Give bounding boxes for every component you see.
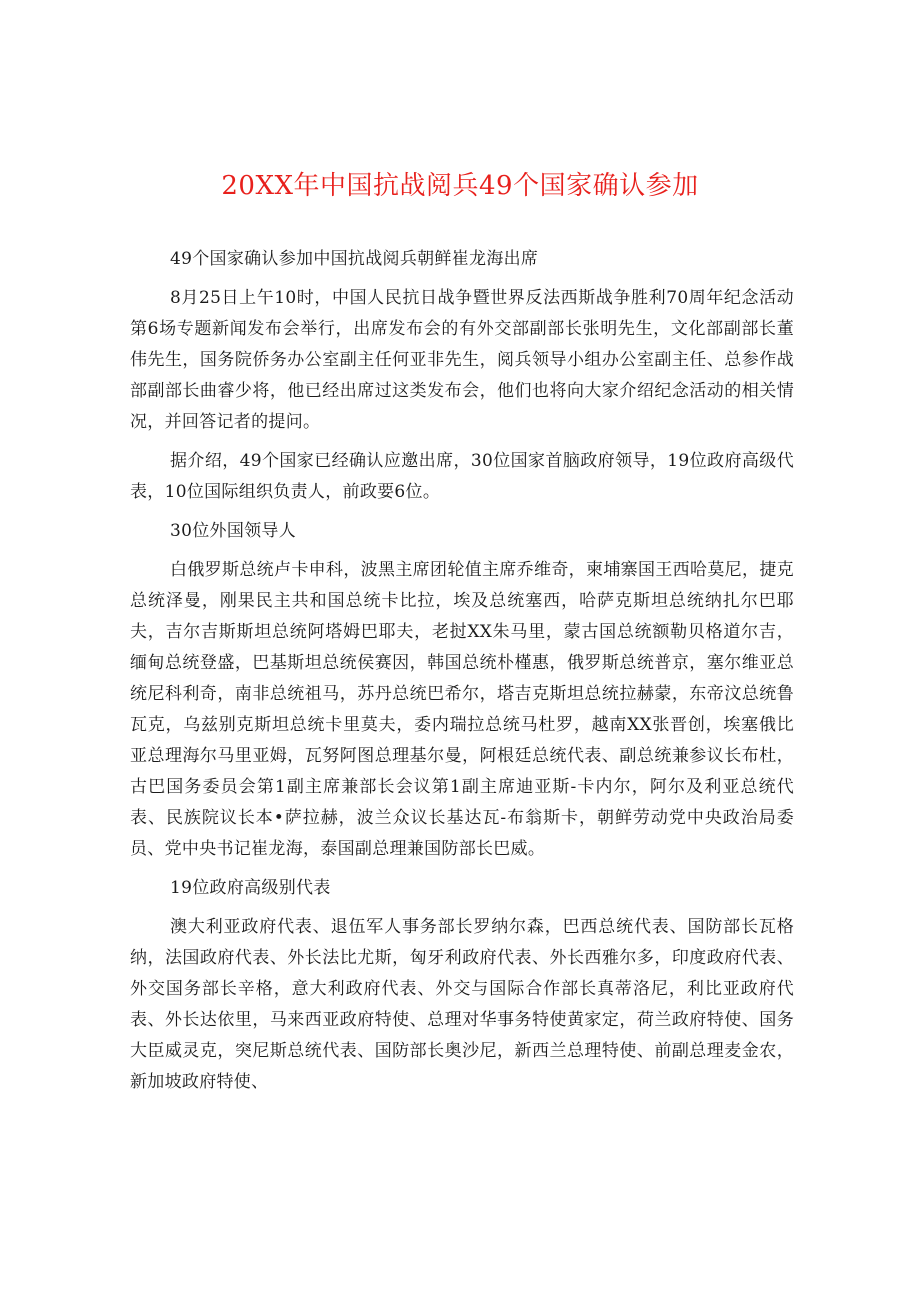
paragraph-representatives-list: 澳大利亚政府代表、退伍军人事务部长罗纳尔森，巴西总统代表、国防部长瓦格纳，法国政府代表、外长法比尤斯，匈牙利政府代表、外长西雅尔多，印度政府代表、外交国务部长辛格，意大利政府代表、外交与国际合作部长真蒂洛尼，利比亚政府代表、外长达依里，马来西亚政府特使、总理对华事务特使黄家定，荷兰政府特使、国务大臣威灵克，突尼斯总统代表、国防部长奥沙尼，新西兰总理特使、前副总理麦金农，新加坡政府特使、 — [130, 917, 794, 1092]
document-title: 20XX年中国抗战阅兵49个国家确认参加 — [221, 171, 699, 201]
document-body — [130, 244, 794, 1106]
section-heading-representatives: 19位政府高级别代表 — [170, 878, 331, 898]
paragraph-attendance-summary: 据介绍，49个国家已经确认应邀出席，30位国家首脑政府领导，19位政府高级代表，10位国际组织负责人，前政要6位。 — [130, 451, 794, 502]
paragraph-press-conference: 8月25日上午10时，中国人民抗日战争暨世界反法西斯战争胜利70周年纪念活动第6场专题新闻发布会举行，出席发布会的有外交部副部长张明先生，文化部副部长董伟先生，国务院侨务办公室副主任何亚非先生，阅兵领导小组办公室副主任、总参作战部副部长曲睿少将，他已经出席过这类发布会，他们也将向大家介绍纪念活动的相关情况，并回答记者的提问。 — [130, 288, 794, 432]
section-heading-leaders: 30位外国领导人 — [170, 521, 297, 541]
paragraph-leaders-list: 白俄罗斯总统卢卡申科，波黑主席团轮值主席乔维奇，柬埔寨国王西哈莫尼，捷克总统泽曼，刚果民主共和国总统卡比拉，埃及总统塞西，哈萨克斯坦总统纳扎尔巴耶夫，吉尔吉斯斯坦总统阿塔姆巴耶夫，老挝XX朱马里，蒙古国总统额勒贝格道尔吉，缅甸总统登盛，巴基斯坦总统侯赛因，韩国总统朴槿惠，俄罗斯总统普京，塞尔维亚总统尼科利奇，南非总统祖马，苏丹总统巴希尔，塔吉克斯坦总统拉赫蒙，东帝汶总统鲁瓦克，乌兹别克斯坦总统卡里莫夫，委内瑞拉总统马杜罗，越南XX张晋创，埃塞俄比亚总理海尔马里亚姆，瓦努阿图总理基尔曼，阿根廷总统代表、副总统兼参议长布杜，古巴国务委员会第1副主席兼部长会议第1副主席迪亚斯-卡内尔，阿尔及利亚总统代表、民族院议长本•萨拉赫，波兰众议长基达瓦-布翁斯卡，朝鲜劳动党中央政治局委员、党中央书记崔龙海，泰国副总理兼国防部长巴威。 — [130, 560, 794, 859]
paragraph-subtitle: 49个国家确认参加中国抗战阅兵朝鲜崔龙海出席 — [170, 249, 539, 269]
